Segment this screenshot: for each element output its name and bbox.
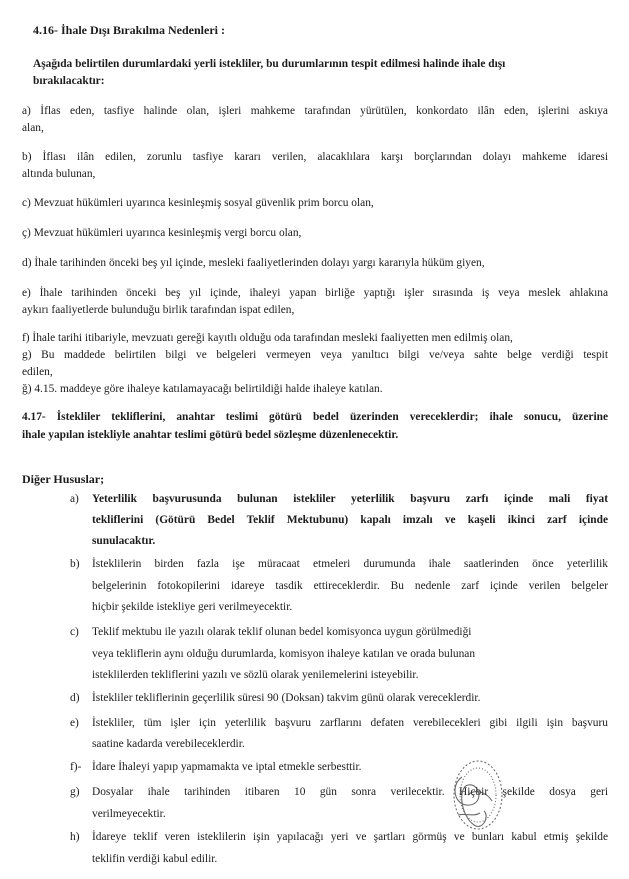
- signature-stamp: [440, 755, 506, 843]
- other-item-g-label: g): [70, 786, 80, 798]
- section-416-intro-line2: bırakılacaktır:: [33, 75, 105, 87]
- other-item-e-line1: İstekliler, tüm işler için yeterlilik başvuru zarflarını defaten verebilecekleri gibi ilgili işin başvuru: [92, 717, 608, 729]
- item-gg-line1: ğ) 4.15. maddeye göre ihaleye katılamayacağı belirtildiği halde ihaleye katılan.: [22, 383, 383, 395]
- other-item-d-line1: İstekliler tekliflerinin geçerlilik süresi 90 (Doksan) takvim günü olarak vereceklerdir.: [92, 692, 481, 704]
- other-item-e-label: e): [70, 717, 79, 729]
- item-f-line1: f) İhale tarihi itibariyle, mevzuatı gereği kayıtlı olduğu oda tarafından mesleki faaliyetten men edilmiş olan,: [22, 332, 513, 344]
- section-417-line2: ihale yapılan istekliyle anahtar teslimi götürü bedel sözleşme düzenlenecektir.: [22, 429, 399, 441]
- item-e-line1: e) İhale tarihinden önceki beş yıl içinde, ihaleyi yapan birliğe yaptığı işler sırasında iş veya meslek ahlakına: [22, 287, 608, 299]
- item-a-line1: a) İflas eden, tasfiye halinde olan, işleri mahkeme tarafından yürütülen, konkordato ilân eden, işlerini askıya: [22, 105, 608, 117]
- other-item-e-line2: saatine kadarda verebileceklerdir.: [92, 738, 245, 750]
- section-416-title: 4.16- İhale Dışı Bırakılma Nedenleri :: [33, 23, 225, 37]
- other-item-a-line1: Yeterlilik başvurusunda bulunan istekliler yeterlilik başvuru zarfı içinde mali fiyat: [92, 493, 608, 505]
- other-item-g-line2: verilmeyecektir.: [92, 808, 166, 820]
- item-e-line2: aykırı faaliyetlerde bulunduğu birlik tarafından ispat edilen,: [22, 304, 295, 316]
- other-item-b-line1: İsteklilerin birden fazla işe müracaat etmeleri durumunda ihale saatlerinden önce yeterlilik: [92, 558, 608, 570]
- item-b-line2: altında bulunan,: [22, 168, 96, 180]
- other-item-c-line2: veya tekliflerin aynı olduğu durumlarda, komisyon ihaleye katılan ve orada bulunan: [92, 648, 476, 660]
- other-item-f-label: f)-: [70, 761, 82, 773]
- other-item-b-line2: belgelerinin fotokopilerini idareye tasdik ettireceklerdir. Bu nedenle zarf içinde verilen belgeler: [92, 580, 608, 592]
- other-item-b-line3: hiçbir şekilde istekliye geri verilmeyecektir.: [92, 601, 293, 613]
- other-matters-title: Diğer Hususlar;: [22, 472, 105, 486]
- item-g-line1: g) Bu maddede belirtilen bilgi ve belgeleri vermeyen veya yanıltıcı bilgi ve/veya sahte belge verdiği tespit: [22, 349, 608, 361]
- other-item-a-label: a): [70, 493, 79, 505]
- item-d-line1: d) İhale tarihinden önceki beş yıl içinde, mesleki faaliyetlerinden dolayı yargı kararıyla hüküm giyen,: [22, 257, 485, 269]
- other-item-c-line3: isteklilerden tekliflerini yazılı ve sözlü olarak yenilemelerini isteyebilir.: [92, 669, 419, 681]
- other-item-f-line1: İdare İhaleyi yapıp yapmamakta ve iptal etmekle serbesttir.: [92, 761, 362, 773]
- other-item-g-line1: Dosyalar ihale tarihinden itibaren 10 gün sonra verilecektir. Hiçbir şekilde dosya geri: [92, 786, 608, 798]
- section-417-line1: 4.17- İstekliler tekliflerini, anahtar teslimi götürü bedel üzerinden vereceklerdir; ihale sonucu, üzerine: [22, 411, 608, 423]
- section-416-intro-line1: Aşağıda belirtilen durumlardaki yerli istekliler, bu durumlarının tespit edilmesi halinde ihale dışı: [33, 58, 506, 70]
- item-g-line2: edilen,: [22, 366, 53, 378]
- item-cc-line1: ç) Mevzuat hükümleri uyarınca kesinleşmiş vergi borcu olan,: [22, 227, 302, 239]
- item-b-line1: b) İflası ilân edilen, zorunlu tasfiye kararı verilen, alacaklılara karşı borçlarından dolayı mahkeme idaresi: [22, 151, 608, 163]
- item-a-line2: alan,: [22, 122, 44, 134]
- other-item-a-line3: sunulacaktır.: [92, 535, 156, 547]
- other-item-h-line2: teklifin verdiği kabul edilir.: [92, 853, 218, 865]
- other-item-d-label: d): [70, 692, 80, 704]
- item-c-line1: c) Mevzuat hükümleri uyarınca kesinleşmiş sosyal güvenlik prim borcu olan,: [22, 197, 374, 209]
- other-item-b-label: b): [70, 558, 80, 570]
- other-item-c-line1: Teklif mektubu ile yazılı olarak teklif olunan bedel komisyonca uygun görülmediği: [92, 626, 472, 638]
- other-item-h-line1: İdareye teklif veren isteklilerin işin yapılacağı yeri ve şartları görmüş ve bunları kabul etmiş şekilde: [92, 831, 608, 843]
- other-item-c-label: c): [70, 626, 79, 638]
- other-item-h-label: h): [70, 831, 80, 843]
- other-item-a-line2: tekliflerini (Götürü Bedel Teklif Mektubunu) kapalı imzalı ve kaşeli ikinci zarf içinde: [92, 514, 608, 526]
